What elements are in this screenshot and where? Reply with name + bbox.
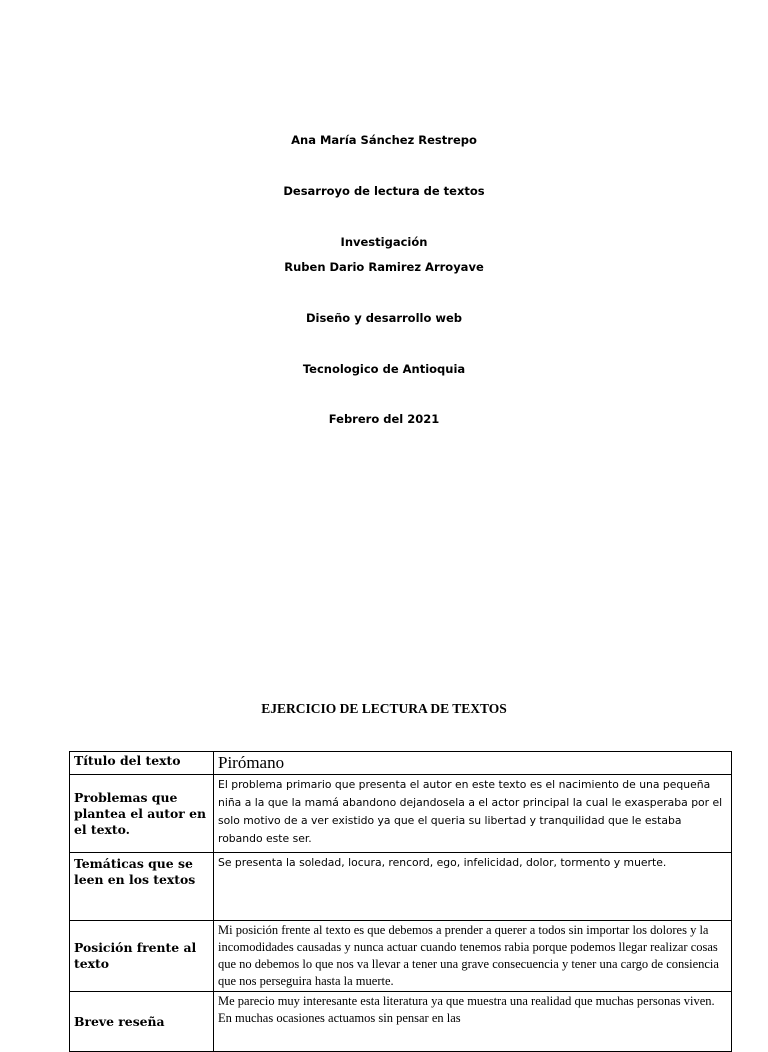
author-name: Ana María Sánchez Restrepo [291, 133, 477, 147]
reading-exercise-table [69, 751, 732, 1052]
text-title-value: Pirómano [214, 752, 732, 775]
problems-value: El problema primario que presenta el autor en este texto es el nacimiento de una pequeña niña a la que la mamá abandono dejandosela a el actor principal la cual le exasperaba por el solo motivo de a ver existido ya que el queria su libertad y tranquilidad que le estaba robando este ser. [214, 775, 732, 853]
subject-name: Investigación [340, 235, 428, 249]
themes-value: Se presenta la soledad, locura, rencord, ego, infelicidad, dolor, tormento y muerte. [214, 853, 732, 921]
table-row [70, 992, 732, 1052]
row-label: Posición frente al texto [70, 921, 214, 992]
document-date: Febrero del 2021 [328, 412, 440, 426]
row-label: Temáticas que se leen en los textos [70, 853, 214, 921]
row-label: Breve reseña [70, 992, 214, 1052]
position-value: Mi posición frente al texto es que debemos a prender a querer a todos sin importar los dolores y la incomodidades causadas y nunca actuar cuando tenemos rabia porque podemos llegar realizar cosas que no debemos lo que nos va llevar a tener una grave consecuencia y tener una cargo de consiencia que nos perseguira hasta la muerte. [214, 921, 732, 992]
table-row [70, 752, 732, 775]
table-row [70, 853, 732, 921]
table-row [70, 775, 732, 853]
program-name: Diseño y desarrollo web [305, 311, 463, 325]
teacher-name: Ruben Dario Ramirez Arroyave [284, 260, 484, 274]
row-label: Título del texto [70, 752, 214, 775]
table-row [70, 921, 732, 992]
review-value: Me parecio muy interesante esta literatura ya que muestra una realidad que muchas personas viven. En muchas ocasiones actuamos sin pensar en las [214, 992, 732, 1052]
institution-name: Tecnologico de Antioquia [302, 362, 466, 376]
row-label: Problemas que plantea el autor en el texto. [70, 775, 214, 853]
course-name: Desarroyo de lectura de textos [283, 184, 485, 198]
exercise-title: EJERCICIO DE LECTURA DE TEXTOS [261, 701, 507, 716]
